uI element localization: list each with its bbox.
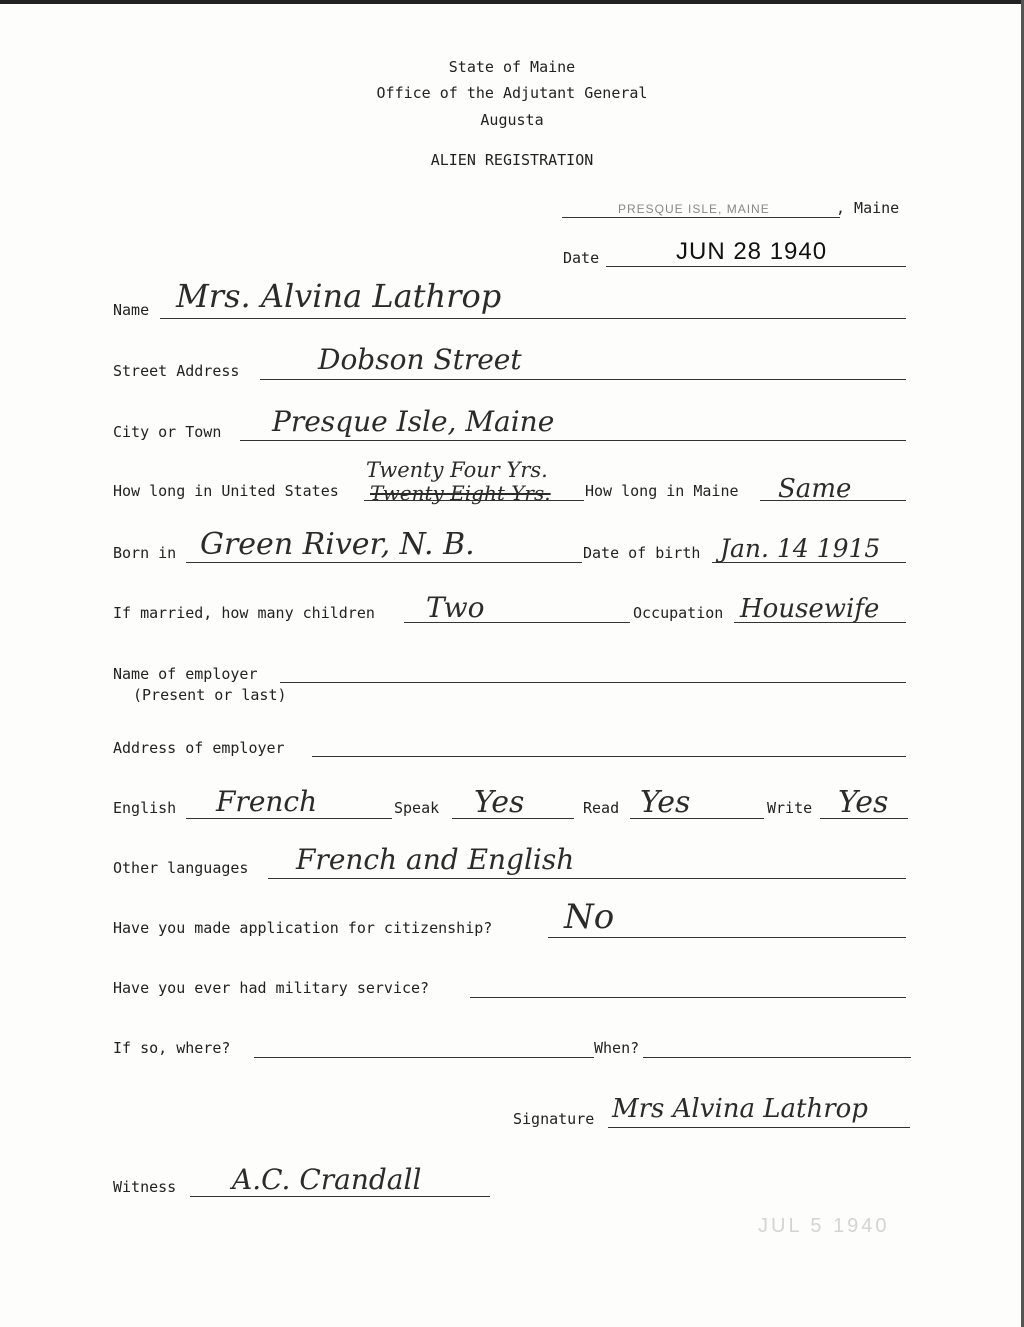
dob-label: Date of birth — [583, 544, 701, 562]
born-in-line — [186, 562, 582, 563]
how-long-us-struck-value: Twenty Eight Yrs. — [370, 481, 551, 505]
header-state: State of Maine — [448, 58, 576, 76]
other-languages-line — [268, 878, 906, 879]
city-value: Presque Isle, Maine — [272, 405, 555, 438]
place-line — [562, 217, 840, 218]
date-label: Date — [563, 249, 600, 267]
born-in-value: Green River, N. B. — [200, 527, 475, 562]
how-long-us-value: Twenty Four Yrs. — [366, 458, 548, 482]
street-value: Dobson Street — [318, 343, 522, 376]
employer-sublabel: (Present or last) — [133, 686, 287, 704]
citizenship-line — [548, 937, 906, 938]
place-stamp: PRESQUE ISLE, MAINE — [618, 202, 770, 216]
employer-address-line — [312, 756, 906, 757]
children-value: Two — [426, 591, 485, 624]
english-label: English — [113, 799, 177, 817]
witness-value: A.C. Crandall — [232, 1163, 422, 1196]
children-label: If married, how many children — [113, 604, 375, 622]
street-line — [260, 379, 906, 380]
english-value: French — [216, 785, 318, 818]
speak-value: Yes — [474, 785, 525, 820]
dob-value: Jan. 14 1915 — [720, 534, 881, 563]
other-languages-label: Other languages — [113, 859, 249, 877]
city-line — [240, 440, 906, 441]
born-in-label: Born in — [113, 544, 177, 562]
header-office: Office of the Adjutant General — [376, 84, 648, 102]
military-line — [470, 997, 906, 998]
how-long-maine-value: Same — [778, 474, 852, 504]
signature-line — [608, 1127, 910, 1128]
read-value: Yes — [640, 785, 691, 820]
other-languages-value: French and English — [296, 843, 575, 876]
city-label: City or Town — [113, 423, 222, 441]
signature-value: Mrs Alvina Lathrop — [612, 1094, 868, 1124]
signature-label: Signature — [513, 1110, 595, 1128]
citizenship-label: Have you made application for citizenship? — [113, 919, 493, 937]
form-title: ALIEN REGISTRATION — [430, 151, 594, 169]
employer-line — [280, 682, 906, 683]
employer-label: Name of employer — [113, 665, 258, 683]
when-line — [643, 1057, 911, 1058]
write-value: Yes — [838, 785, 889, 820]
how-long-maine-label: How long in Maine — [585, 482, 739, 500]
header-city: Augusta — [480, 111, 544, 129]
english-line — [186, 818, 392, 819]
employer-address-label: Address of employer — [113, 739, 285, 757]
how-long-us-label: How long in United States — [113, 482, 339, 500]
scan-edge-top — [0, 0, 1024, 4]
occupation-label: Occupation — [633, 604, 724, 622]
occupation-value: Housewife — [740, 594, 880, 624]
street-label: Street Address — [113, 362, 240, 380]
write-label: Write — [767, 799, 813, 817]
where-line — [254, 1057, 594, 1058]
place-suffix: , Maine — [836, 199, 900, 217]
when-label: When? — [594, 1039, 640, 1057]
name-value: Mrs. Alvina Lathrop — [176, 277, 502, 315]
name-line — [160, 318, 906, 319]
where-label: If so, where? — [113, 1039, 231, 1057]
witness-label: Witness — [113, 1178, 177, 1196]
date-line — [606, 266, 906, 267]
military-label: Have you ever had military service? — [113, 979, 430, 997]
witness-line — [190, 1196, 490, 1197]
read-label: Read — [583, 799, 620, 817]
speak-label: Speak — [394, 799, 440, 817]
received-stamp: JUL 5 1940 — [758, 1215, 890, 1237]
name-label: Name — [113, 301, 150, 319]
date-stamp: JUN 28 1940 — [676, 238, 828, 265]
citizenship-value: No — [564, 897, 615, 937]
